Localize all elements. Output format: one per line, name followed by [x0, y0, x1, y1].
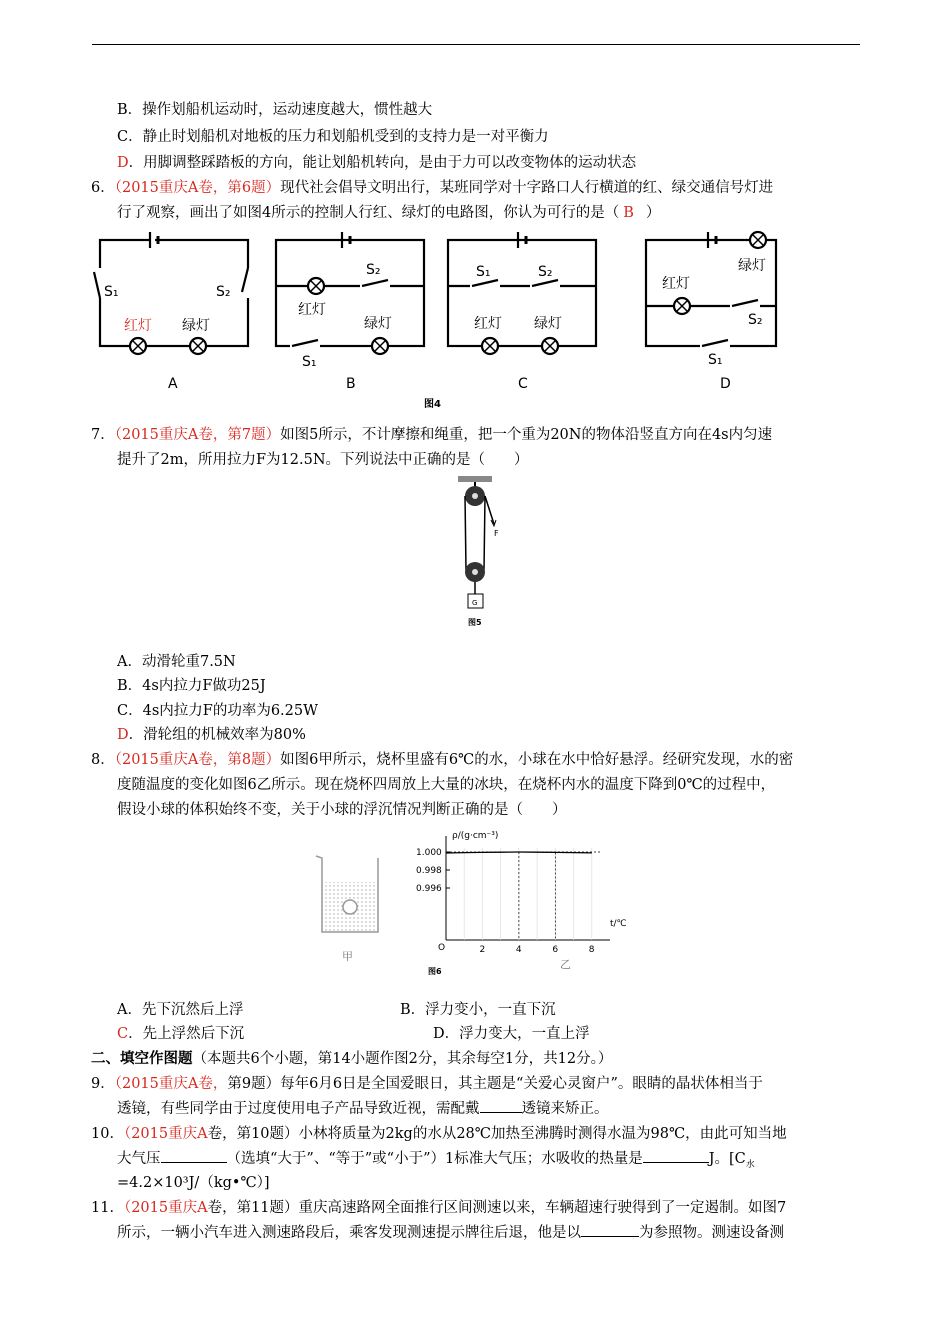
y-axis-label: ρ/(g·cm⁻³)	[452, 831, 499, 841]
q7-stem-line2: 提升了2m，所用拉力F为12.5N。下列说法中正确的是（ ）	[117, 452, 529, 468]
circuit-b-s2: S₂	[366, 262, 381, 278]
figure-4-caption: 图4	[424, 399, 441, 410]
figure-6-caption: 图6	[428, 967, 442, 976]
circuit-b-label: B	[346, 376, 356, 392]
figure-5-caption: 图5	[468, 618, 482, 627]
circuit-a-s1: S₁	[104, 284, 119, 300]
y-tick-label: 0.998	[416, 866, 442, 876]
q8-option-b: B．浮力变小，一直下沉	[400, 1002, 556, 1018]
q5-option-b: B．操作划船机运动时，运动速度越大，惯性越大	[117, 102, 433, 118]
chart-label-yi: 乙	[560, 958, 571, 971]
q10-stem-line3: =4.2×10³J/（kg•℃）]	[117, 1175, 270, 1191]
q8-stem-line3: 假设小球的体积始终不变，关于小球的浮沉情况判断正确的是（ ）	[117, 802, 567, 818]
q6-stem-line2: 行了观察，画出了如图4所示的控制人行红、绿灯的电路图，你认为可行的是（ B ）	[117, 205, 661, 221]
figure-6-density-chart	[416, 828, 630, 971]
q6-answer: B	[623, 205, 634, 221]
circuit-b-green-lamp: 绿灯	[364, 316, 392, 332]
circuit-d-green-lamp: 绿灯	[738, 258, 766, 274]
q9-stem-line1: 9．（2015重庆A卷，第9题）每年6月6日是全国爱眼日，其主题是“关爱心灵窗户”。眼睛的晶状体相当于	[91, 1076, 763, 1092]
q10-stem-line2: 大气压 （选填“大于”、“等于”或“小于”）1标准大气压；水吸收的热量是 J。[$C_水$	[117, 1151, 755, 1170]
y-tick-label: 1.000	[416, 848, 442, 858]
x-tick-label: 8	[588, 945, 595, 955]
circuit-d-label: D	[720, 376, 731, 392]
q8-answer-letter: C	[117, 1026, 129, 1042]
circuit-a-green-lamp: 绿灯	[182, 318, 210, 334]
q10-source: （2015重庆A	[123, 1126, 208, 1142]
q7-option-d: D．滑轮组的机械效率为80%	[117, 727, 306, 743]
circuit-b-s1: S₁	[302, 354, 317, 370]
circuit-c-red-lamp: 红灯	[474, 316, 502, 332]
q7-option-a: A．动滑轮重7.5N	[117, 654, 236, 670]
x-tick-label: 4	[515, 945, 522, 955]
q5-option-c: C．静止时划船机对地板的压力和划船机受到的支持力是一对平衡力	[117, 129, 549, 145]
origin-label: O	[438, 943, 446, 953]
circuit-d-s1: S₁	[708, 352, 723, 368]
q10-blank-1[interactable]	[161, 1162, 227, 1163]
circuit-a-red-lamp: 红灯	[124, 318, 152, 334]
q9-stem-line2: 透镜，有些同学由于过度使用电子产品导致近视，需配戴 透镜来矫正。	[117, 1101, 609, 1117]
y-tick-label: 0.996	[416, 884, 442, 894]
q5-answer-letter: D	[117, 155, 129, 171]
beaker-label-jia: 甲	[342, 950, 353, 963]
circuit-c-label: C	[518, 376, 528, 392]
q10-stem-line1: 10．（2015重庆A卷，第10题）小林将质量为2kg的水从28℃加热至沸腾时测得水温为98℃，由此可知当地	[91, 1126, 787, 1142]
circuit-a-s2: S₂	[216, 284, 231, 300]
section-2-heading: 二、填空作图题（本题共6个小题，第14小题作图2分，其余每空1分，共12分。）	[91, 1050, 613, 1067]
q7-option-c: C．4s内拉力F的功率为6.25W	[117, 703, 319, 719]
header-rule	[92, 44, 860, 45]
circuit-c-s2: S₂	[538, 264, 553, 280]
circuit-d-s2: S₂	[748, 312, 763, 328]
q7-stem-line1: 7．（2015重庆A卷，第7题）如图5所示，不计摩擦和绳重，把一个重为20N的物体沿竖直方向在4s内匀速	[91, 427, 773, 443]
q7-answer-letter: D	[117, 727, 129, 743]
figure-6-beaker	[312, 852, 392, 962]
x-tick-label: 2	[479, 945, 486, 955]
circuit-a-label: A	[168, 376, 178, 392]
circuit-d-red-lamp: 红灯	[662, 276, 690, 292]
q8-option-d: D．浮力变大，一直上浮	[433, 1026, 590, 1042]
q7-option-b: B．4s内拉力F做功25J	[117, 678, 266, 694]
q6-stem-line1: 6．（2015重庆A卷，第6题）现代社会倡导文明出行，某班同学对十字路口人行横道的红、绿交通信号灯进	[91, 180, 774, 196]
q11-stem-line1: 11．（2015重庆A卷，第11题）重庆高速路网全面推行区间测速以来，车辆超速行驶得到了一定遏制。如图7	[91, 1200, 787, 1216]
q8-option-a: A．先下沉然后上浮	[117, 1002, 244, 1018]
q10-blank-2[interactable]	[643, 1162, 709, 1163]
q9-blank[interactable]	[480, 1112, 522, 1113]
q5-option-d-text: ．用脚调整踩踏板的方向，能让划船机转向，是由于力可以改变物体的运动状态	[128, 155, 637, 171]
circuit-c-s1: S₁	[476, 264, 491, 280]
q5-option-d	[117, 153, 636, 173]
force-label: F	[494, 529, 499, 538]
q9-source: （2015重庆A卷，	[114, 1076, 228, 1092]
q8-source: （2015重庆A卷，第8题）	[114, 752, 281, 768]
q11-blank[interactable]	[581, 1236, 639, 1237]
q7-source: （2015重庆A卷，第7题）	[114, 427, 281, 443]
x-tick-label: 6	[552, 945, 559, 955]
circuit-b-red-lamp: 红灯	[298, 302, 326, 318]
q11-source: （2015重庆A	[123, 1200, 208, 1216]
q8-option-c: C．先上浮然后下沉	[117, 1026, 245, 1042]
q6-source: （2015重庆A卷，第6题）	[114, 180, 281, 196]
q11-stem-line2: 所示，一辆小汽车进入测速路段后，乘客发现测速提示牌往后退，他是以 为参照物。测速设备测	[117, 1225, 784, 1241]
q8-stem-line2: 度随温度的变化如图6乙所示。现在烧杯四周放上大量的冰块，在烧杯内水的温度下降到0℃的过程中，	[117, 777, 776, 793]
weight-label: G	[472, 599, 478, 607]
x-axis-label: t/℃	[610, 919, 627, 929]
figure-5-pulley	[450, 474, 510, 614]
q8-stem-line1: 8．（2015重庆A卷，第8题）如图6甲所示，烧杯里盛有6℃的水，小球在水中恰好悬浮。经研究发现，水的密	[91, 752, 794, 768]
figure-4-circuits	[90, 228, 790, 398]
circuit-c-green-lamp: 绿灯	[534, 316, 562, 332]
